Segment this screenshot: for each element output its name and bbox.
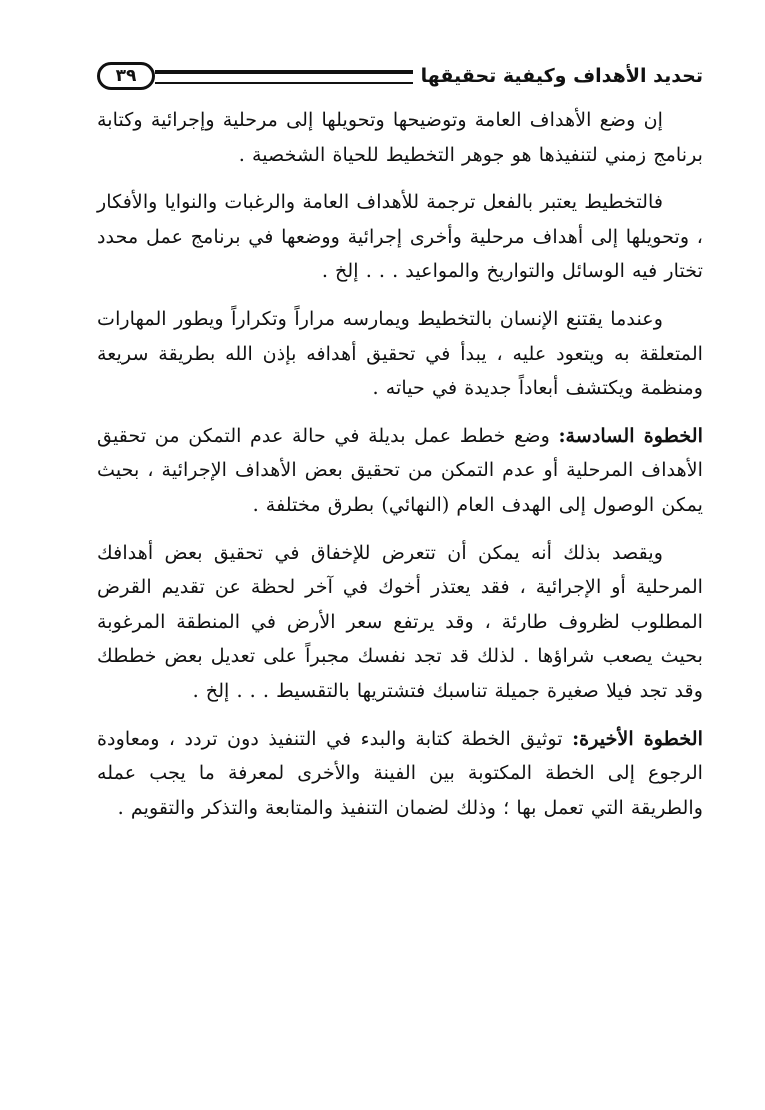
step-six-paragraph [97, 419, 703, 523]
step-six-text: وضع خطط عمل بديلة في حالة عدم التمكن من تحقيق الأهداف المرحلية أو عدم التمكن من تحقيق بعض الأهداف الإجرائية ، بحيث يمكن الوصول إلى الهدف العام (النهائي) بطرق مختلفة . [97, 423, 703, 516]
paragraph-5 [97, 536, 703, 709]
page-number: ٣٩ [97, 62, 155, 90]
paragraph-3 [97, 302, 703, 406]
running-title: تحديد الأهداف وكيفية تحقيقها [420, 65, 703, 87]
paragraph-1 [97, 103, 703, 172]
final-step-text: توثيق الخطة كتابة والبدء في التنفيذ دون تردد ، ومعاودة الرجوع إلى الخطة المكتوبة بين الفينة والأخرى لمعرفة ما يجب عمله والطريقة التي تعمل بها ؛ وذلك لضمان التنفيذ والمتابعة والتذكر والتقويم . [97, 726, 703, 819]
final-step-paragraph [97, 722, 703, 826]
step-six-heading: الخطوة السادسة: [558, 423, 703, 447]
header-rule [155, 70, 413, 84]
paragraph-2-text: فالتخطيط يعتبر بالفعل ترجمة للأهداف العامة والرغبات والنوايا والأفكار ، وتحويلها إلى أهداف مرحلية وأخرى إجرائية ووضعها في برنامج عمل محدد تختار فيه الوسائل والتواريخ والمواعيد . . . إلخ . [97, 190, 703, 283]
paragraph-3-text: وعندما يقتنع الإنسان بالتخطيط ويمارسه مراراً وتكراراً ويطور المهارات المتعلقة به ويتعود عليه ، يبدأ في تحقيق أهدافه بإذن الله بطريقة سريعة ومنظمة ويكتشف أبعاداً جديدة في حياته . [97, 306, 703, 400]
paragraph-1-text: إن وضع الأهداف العامة وتوضيحها وتحويلها إلى مرحلية وإجرائية وكتابة برنامج زمني لتنفيذها هو جوهر التخطيط للحياة الشخصية . [97, 108, 703, 166]
final-step-heading: الخطوة الأخيرة: [572, 726, 703, 750]
paragraph-5-text: ويقصد بذلك أنه يمكن أن تتعرض للإخفاق في تحقيق بعض أهدافك المرحلية أو الإجرائية ، فقد يعتذر أخوك في آخر لحظة عن تقديم القرض المطلوب لظروف طارئة ، وقد يرتفع سعر الأرض في المنطقة المرغوبة بحيث يصعب شراؤها . لذلك قد تجد نفسك مجبراً على تعديل بعض خططك وقد تجد فيلا صغيرة جميلة تناسبك فتشتريها بالتقسيط . . . إلخ . [97, 540, 703, 702]
page-body [97, 103, 703, 825]
paragraph-2 [97, 185, 703, 289]
running-header [97, 58, 703, 94]
